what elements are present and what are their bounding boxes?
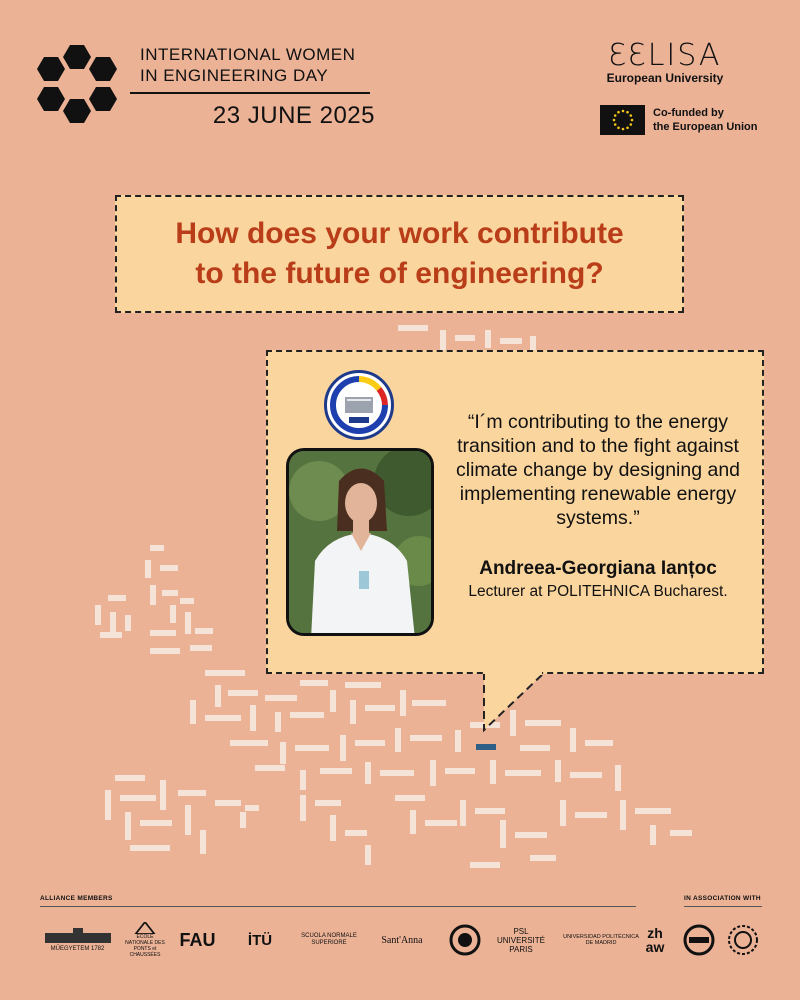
- partner-logo-itu: [235, 922, 285, 958]
- partner-name: Sant'Anna: [381, 934, 423, 946]
- question-line1: How does your work contribute: [175, 217, 624, 250]
- associate-seal-icon: [683, 924, 715, 956]
- politehnica-logo: [324, 370, 394, 440]
- partner-logo-seal: [446, 922, 484, 958]
- elisa-logo: ƐƐLISA: [608, 38, 722, 73]
- cofunded-line1: Co-funded by: [653, 107, 724, 119]
- partner-name: SCUOLA NORMALE SUPERIORE: [301, 933, 357, 946]
- question-line2: to the future of engineering?: [195, 257, 604, 290]
- elisa-subtitle: European University: [606, 71, 724, 85]
- triangle-icon: [134, 922, 156, 934]
- partner-name: PSL UNIVERSITÉ PARIS: [496, 926, 545, 954]
- partner-logo-santanna: [368, 922, 436, 958]
- associate-logo-1: [682, 922, 716, 958]
- event-title-line2: IN ENGINEERING DAY: [140, 66, 329, 85]
- associate-seal-icon: [727, 924, 759, 956]
- associate-logo-2: [726, 922, 760, 958]
- partner-name: zh aw: [645, 925, 665, 955]
- partner-name: MŰEGYETEM 1782: [50, 945, 105, 952]
- footer-divider-left: [40, 906, 636, 907]
- partner-logo-sns: [298, 922, 360, 958]
- footer-divider-right: [684, 906, 762, 907]
- partner-logo-zhaw: [640, 922, 670, 958]
- partner-name: FAU: [179, 929, 216, 950]
- event-title-line1: INTERNATIONAL WOMEN: [140, 45, 356, 64]
- university-seal-icon: [449, 924, 481, 956]
- partner-logo-upm: [562, 922, 640, 958]
- partner-logo-muegyetem: [40, 922, 115, 958]
- partner-name: UNIVERSIDAD POLITÉCNICA DE MADRID: [563, 934, 639, 946]
- person-role: Lecturer at POLITEHNICA Bucharest.: [468, 583, 728, 600]
- partner-logo-psl: [492, 922, 550, 958]
- partner-logo-fau: [170, 922, 225, 958]
- alliance-members-label: ALLIANCE MEMBERS: [40, 895, 113, 902]
- cofunded-line2: the European Union: [653, 121, 758, 133]
- portrait-photo: [286, 448, 434, 636]
- partner-logo-ponts: [125, 922, 165, 958]
- person-name: Andreea-Georgiana Ianțoc: [479, 558, 717, 579]
- quote-text: “I´m contributing to the energy transition and to the fight against climate change by designing and implementing renewable energy systems.”: [455, 411, 741, 529]
- event-date: 23 JUNE 2025: [212, 102, 375, 129]
- building-icon: [43, 927, 113, 945]
- partner-name: İTÜ: [247, 931, 273, 949]
- partner-name: ÉCOLE NATIONALE DES PONTS et CHAUSSÉES: [125, 934, 165, 958]
- association-label: IN ASSOCIATION WITH: [684, 895, 761, 902]
